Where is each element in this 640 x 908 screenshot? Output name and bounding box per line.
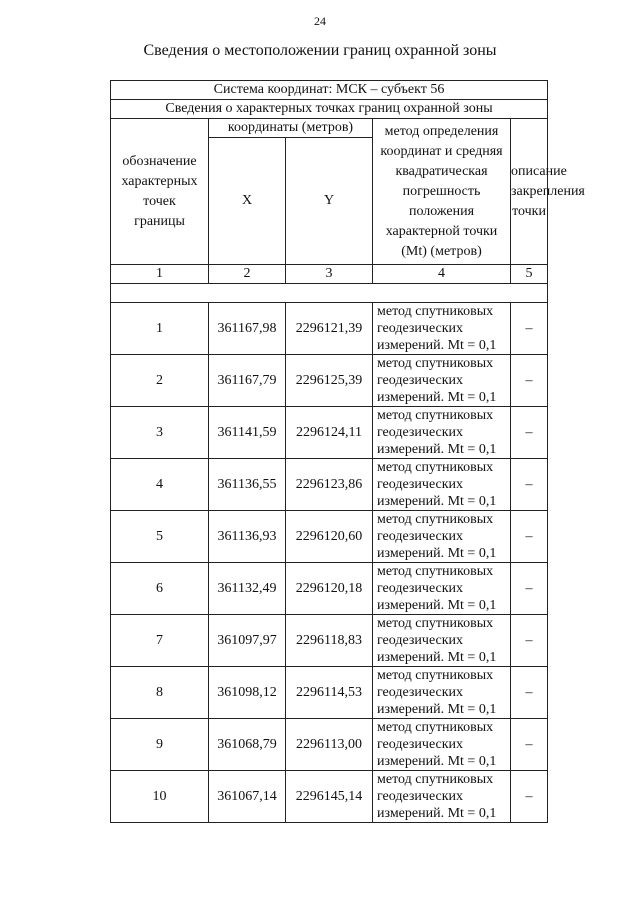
method-line: измерений. Mt = 0,1	[377, 598, 497, 613]
table-row	[111, 459, 548, 511]
coordinate-y: 2296120,60	[286, 511, 373, 563]
method-line: измерений. Mt = 0,1	[377, 494, 497, 509]
method-line: измерений. Mt = 0,1	[377, 338, 497, 353]
method-line: метод спутниковых	[377, 512, 494, 527]
point-number: 10	[111, 771, 209, 823]
point-number: 4	[111, 459, 209, 511]
header-method: метод определения координат и средняя квадратическая погрешность положения характерной точки (Mt) (метров)	[373, 119, 511, 265]
coordinate-y: 2296145,14	[286, 771, 373, 823]
page-number: 24	[314, 14, 326, 28]
method-line: измерений. Mt = 0,1	[377, 546, 497, 561]
method-line: метод спутниковых	[377, 772, 494, 787]
column-number: 4	[373, 265, 511, 284]
method-line: измерений. Mt = 0,1	[377, 806, 497, 821]
point-number: 8	[111, 667, 209, 719]
column-number: 2	[209, 265, 286, 284]
method-line: метод спутниковых	[377, 616, 494, 631]
method-line: измерений. Mt = 0,1	[377, 442, 497, 457]
coordinate-y: 2296114,53	[286, 667, 373, 719]
point-fixing-description: –	[511, 667, 548, 719]
table-row	[111, 771, 548, 823]
table-row	[111, 407, 548, 459]
column-number: 5	[511, 265, 548, 284]
blank-separator-row	[111, 284, 548, 303]
method-line: метод спутниковых	[377, 668, 494, 683]
method-line: геодезических	[377, 581, 464, 596]
column-number: 1	[111, 265, 209, 284]
method-line: метод спутниковых	[377, 304, 494, 319]
method-description	[373, 459, 511, 511]
coordinate-y: 2296125,39	[286, 355, 373, 407]
method-line: геодезических	[377, 425, 464, 440]
point-fixing-description: –	[511, 459, 548, 511]
header-y: Y	[286, 138, 373, 265]
point-number: 2	[111, 355, 209, 407]
method-description	[373, 511, 511, 563]
coordinate-x: 361141,59	[209, 407, 286, 459]
coordinate-x: 361068,79	[209, 719, 286, 771]
method-line: метод спутниковых	[377, 408, 494, 423]
method-description	[373, 407, 511, 459]
coordinate-x: 361136,55	[209, 459, 286, 511]
coordinate-y: 2296120,18	[286, 563, 373, 615]
point-fixing-description: –	[511, 719, 548, 771]
method-line: метод спутниковых	[377, 460, 494, 475]
method-line: метод спутниковых	[377, 720, 494, 735]
method-description	[373, 667, 511, 719]
coordinate-y: 2296121,39	[286, 303, 373, 355]
table-row	[111, 719, 548, 771]
method-description	[373, 771, 511, 823]
method-description	[373, 303, 511, 355]
coordinate-x: 361132,49	[209, 563, 286, 615]
method-description	[373, 563, 511, 615]
table-row	[111, 563, 548, 615]
document-title: Сведения о местоположении границ охранной зоны	[143, 42, 497, 59]
coordinate-x: 361167,79	[209, 355, 286, 407]
method-line: геодезических	[377, 373, 464, 388]
table-row	[111, 615, 548, 667]
method-line: измерений. Mt = 0,1	[377, 754, 497, 769]
method-description	[373, 615, 511, 667]
table-row	[111, 667, 548, 719]
method-line: геодезических	[377, 685, 464, 700]
method-description	[373, 719, 511, 771]
point-fixing-description: –	[511, 563, 548, 615]
point-fixing-description: –	[511, 355, 548, 407]
method-line: метод спутниковых	[377, 356, 494, 371]
coordinate-y: 2296113,00	[286, 719, 373, 771]
boundary-points-table	[110, 80, 585, 823]
point-number: 6	[111, 563, 209, 615]
coordinate-x: 361167,98	[209, 303, 286, 355]
coordinate-x: 361097,97	[209, 615, 286, 667]
coordinate-system-header: Система координат: МСК – субъект 56	[111, 81, 548, 100]
method-line: метод спутниковых	[377, 564, 494, 579]
coordinate-y: 2296123,86	[286, 459, 373, 511]
coordinate-x: 361098,12	[209, 667, 286, 719]
point-number: 1	[111, 303, 209, 355]
table-row	[111, 355, 548, 407]
header-x: X	[209, 138, 286, 265]
header-designation: обозначение характерных точек границы	[111, 119, 209, 265]
header-description: описание закрепления точки	[511, 119, 548, 265]
point-fixing-description: –	[511, 303, 548, 355]
point-number: 9	[111, 719, 209, 771]
method-line: геодезических	[377, 737, 464, 752]
column-number: 3	[286, 265, 373, 284]
point-fixing-description: –	[511, 407, 548, 459]
coordinate-y: 2296118,83	[286, 615, 373, 667]
point-number: 5	[111, 511, 209, 563]
point-fixing-description: –	[511, 615, 548, 667]
method-line: измерений. Mt = 0,1	[377, 650, 497, 665]
coordinate-y: 2296124,11	[286, 407, 373, 459]
point-fixing-description: –	[511, 771, 548, 823]
table-subtitle: Сведения о характерных точках границ охранной зоны	[111, 100, 548, 119]
method-line: геодезических	[377, 321, 464, 336]
method-line: геодезических	[377, 529, 464, 544]
table-row	[111, 511, 548, 563]
table-row	[111, 303, 548, 355]
method-description	[373, 355, 511, 407]
method-line: геодезических	[377, 789, 464, 804]
point-number: 7	[111, 615, 209, 667]
header-coordinates: координаты (метров)	[209, 119, 373, 138]
method-line: геодезических	[377, 633, 464, 648]
method-line: измерений. Mt = 0,1	[377, 702, 497, 717]
point-fixing-description: –	[511, 511, 548, 563]
method-line: измерений. Mt = 0,1	[377, 390, 497, 405]
coordinate-x: 361136,93	[209, 511, 286, 563]
method-line: геодезических	[377, 477, 464, 492]
coordinate-x: 361067,14	[209, 771, 286, 823]
point-number: 3	[111, 407, 209, 459]
